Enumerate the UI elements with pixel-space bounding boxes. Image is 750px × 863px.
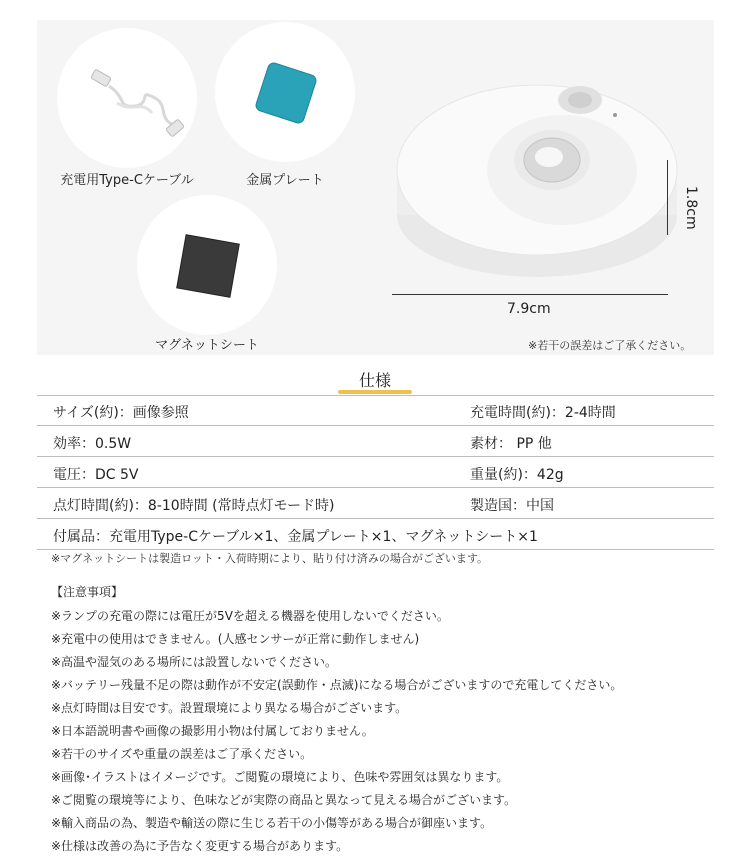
spec-row bbox=[37, 395, 714, 426]
accessory-magnet-circle bbox=[137, 195, 277, 335]
accessory-cable-label: 充電用Type-Cケーブル bbox=[60, 173, 194, 188]
spec-material: 素材： PP 他 bbox=[470, 436, 552, 452]
caution-item: ※バッテリー残量不足の際は動作が不安定(誤動作・点滅)になる場合がございますので充電してください。 bbox=[51, 678, 623, 692]
usb-c-cable-icon bbox=[57, 28, 197, 168]
spec-efficiency: 効率：0.5W bbox=[53, 436, 132, 452]
caution-item: ※高温や湿気のある場所には設置しないでください。 bbox=[51, 655, 338, 669]
specs-title-underline bbox=[338, 390, 412, 394]
product-image-panel bbox=[37, 20, 714, 355]
width-dimension-label: 7.9cm bbox=[507, 301, 551, 317]
motion-sensor-light-product bbox=[387, 75, 687, 295]
height-dimension-line bbox=[667, 160, 668, 235]
accessory-magnet-label: マグネットシート bbox=[155, 338, 259, 353]
width-dimension-line bbox=[392, 294, 668, 295]
caution-item: ※充電中の使用はできません。(人感センサーが正常に動作しません) bbox=[51, 632, 420, 646]
caution-item: ※仕様は改善の為に予告なく変更する場合があります。 bbox=[51, 839, 349, 853]
magnet-sheet-note: ※マグネットシートは製造ロット・入荷時期により、貼り付け済みの場合がございます。 bbox=[51, 552, 489, 565]
error-tolerance-note: ※若干の誤差はご了承ください。 bbox=[528, 339, 692, 352]
caution-item: ※若干のサイズや重量の誤差はご了承ください。 bbox=[51, 747, 313, 761]
height-dimension-label: 1.8cm bbox=[683, 186, 699, 230]
caution-item: ※ランプの充電の際には電圧が5Vを超える機器を使用しないでください。 bbox=[51, 609, 449, 623]
spec-row bbox=[37, 426, 714, 457]
spec-row bbox=[37, 488, 714, 519]
spec-voltage: 電圧：DC 5V bbox=[53, 467, 139, 483]
spec-weight: 重量(約)：42g bbox=[470, 467, 564, 483]
spec-charge-time: 充電時間(約)：2-4時間 bbox=[470, 405, 616, 421]
caution-item: ※日本語説明書や画像の撮影用小物は付属しておりません。 bbox=[51, 724, 374, 738]
accessory-plate-label: 金属プレート bbox=[246, 173, 324, 188]
spec-accessories: 付属品：充電用Type-Cケーブル×1、金属プレート×1、マグネットシート×1 bbox=[53, 529, 538, 545]
spec-lighting-time: 点灯時間(約)：8-10時間 (常時点灯モード時) bbox=[53, 498, 335, 514]
caution-heading: 【注意事項】 bbox=[51, 585, 124, 599]
spec-origin: 製造国：中国 bbox=[470, 498, 554, 514]
spec-row bbox=[37, 519, 714, 550]
caution-item: ※点灯時間は目安です。設置環境により異なる場合がございます。 bbox=[51, 701, 408, 715]
magnet-sheet-icon bbox=[137, 195, 277, 335]
specs-title: 仕様 bbox=[358, 371, 391, 390]
spec-size: サイズ(約)：画像参照 bbox=[53, 405, 189, 421]
caution-item: ※ご閲覧の環境等により、色味などが実際の商品と異なって見える場合がございます。 bbox=[51, 793, 517, 807]
metal-plate-icon bbox=[215, 22, 355, 162]
accessory-cable-circle bbox=[57, 28, 197, 168]
spec-row bbox=[37, 457, 714, 488]
accessory-plate-circle bbox=[215, 22, 355, 162]
caution-item: ※画像･イラストはイメージです。ご閲覧の環境により、色味や雰囲気は異なります。 bbox=[51, 770, 509, 784]
caution-item: ※輸入商品の為、製造や輸送の際に生じる若干の小傷等がある場合が御座います。 bbox=[51, 816, 493, 830]
